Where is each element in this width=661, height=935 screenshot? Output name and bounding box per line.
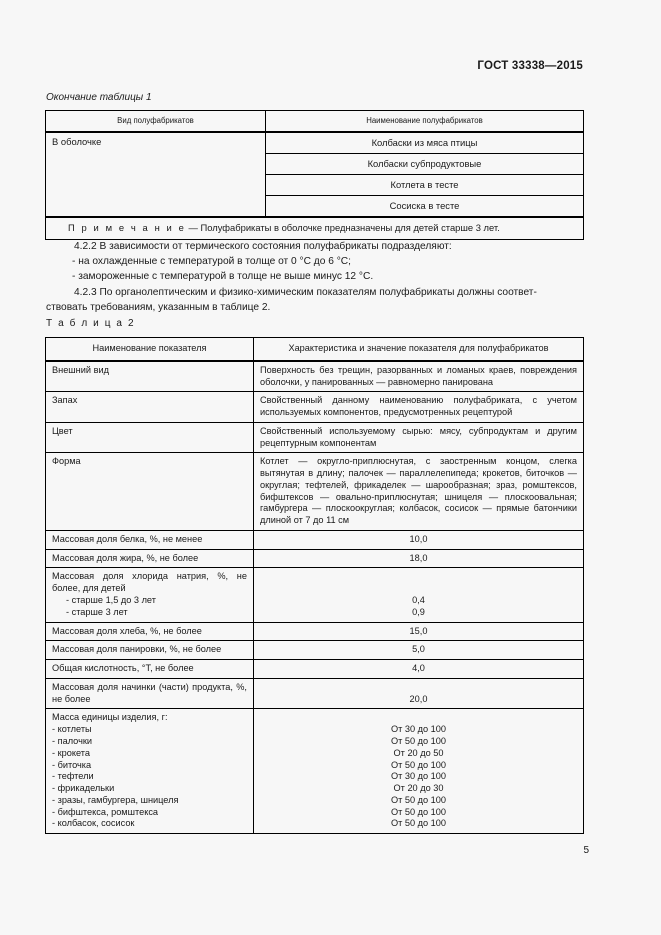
table2-value: 18,0 bbox=[254, 549, 584, 568]
table1-header-row bbox=[46, 111, 584, 132]
list-item: - фрикадельки bbox=[52, 783, 115, 794]
list-item: - колбасок, сосисок bbox=[52, 818, 135, 829]
table2-value: Котлет — округло-приплюснутая, с заостренным концом, слегка вытянутая в длину; палочек — параллелепипеда; крокетов, биточков — округлая; тефтелей, фрикаделек — шарообразная; зраз, ромштексов, бифштексов — овально-приплюснутая; шницеля — плоскоовальная; гамбургера — плоскоокруглая; колбасок, сосисок — прямые батончики длиной от 7 до 11 см bbox=[254, 453, 584, 531]
table-row-sodium bbox=[46, 568, 584, 622]
table2-value: Свойственный данному наименованию полуфабриката, с учетом используемых компонентов, предусмотренных рецептурой bbox=[254, 392, 584, 423]
clause-4-2-3-line-2: ствовать требованиям, указанным в таблице 2. bbox=[46, 301, 271, 313]
standard-designation-header: ГОСТ 33338—2015 bbox=[477, 60, 583, 72]
table2-value-sodium bbox=[254, 568, 584, 622]
table2-mass-values bbox=[260, 724, 577, 830]
list-item: От 50 до 100 bbox=[390, 806, 447, 817]
table2-indicator: Массовая доля хлеба, %, не более bbox=[46, 622, 254, 641]
table2-indicator-sodium bbox=[46, 568, 254, 622]
table-row bbox=[46, 660, 584, 679]
table-row bbox=[46, 361, 584, 392]
table-row bbox=[46, 641, 584, 660]
table2-indicator: Запах bbox=[46, 392, 254, 423]
spacer bbox=[260, 682, 577, 694]
list-item: - палочки bbox=[52, 736, 93, 746]
list-item: 0,4 bbox=[412, 595, 425, 606]
table1-note bbox=[46, 217, 584, 240]
table-row bbox=[46, 549, 584, 568]
table-row-mass bbox=[46, 709, 584, 834]
table1-header-name: Наименование полуфабрикатов bbox=[266, 111, 584, 132]
table2-value bbox=[254, 678, 584, 709]
list-item: - бифштекса, ромштекса bbox=[52, 806, 159, 817]
table2-sodium-values bbox=[260, 595, 577, 619]
table2-header-row bbox=[46, 338, 584, 361]
table1-note-label: П р и м е ч а н и е bbox=[68, 221, 186, 233]
list-item: От 30 до 100 bbox=[390, 724, 447, 735]
table2-indicator: Массовая доля панировки, %, не более bbox=[46, 641, 254, 660]
page-number: 5 bbox=[583, 845, 589, 856]
table-row bbox=[46, 392, 584, 423]
table1-header-kind: Вид полуфабрикатов bbox=[46, 111, 266, 132]
list-item: От 30 до 100 bbox=[390, 771, 447, 782]
table-row bbox=[46, 678, 584, 709]
table2-value: Свойственный используемому сырью: мясу, субпродуктам и другим рецептурным компонентам bbox=[254, 422, 584, 453]
table2-indicator: Цвет bbox=[46, 422, 254, 453]
table-1 bbox=[45, 110, 584, 240]
table1-caption: Окончание таблицы 1 bbox=[46, 92, 152, 103]
list-item: - зразы, гамбургера, шницеля bbox=[52, 794, 179, 805]
table2-indicator-sodium-head: Массовая доля хлорида натрия, %, не более, для детей bbox=[52, 571, 247, 594]
table-row bbox=[46, 530, 584, 549]
spacer bbox=[260, 571, 577, 583]
clause-4-2-2-item-2: - замороженные с температурой в толще не выше минус 12 °С. bbox=[72, 270, 374, 282]
table1-name-value: Сосиска в тесте bbox=[266, 195, 584, 217]
table2-indicator: Массовая доля начинки (части) продукта, %, не более bbox=[46, 678, 254, 709]
table1-name-value: Колбаски из мяса птицы bbox=[266, 132, 584, 154]
spacer bbox=[260, 583, 577, 595]
table1-kind-value: В оболочке bbox=[46, 132, 266, 217]
clause-4-2-2-item-1: - на охлажденные с температурой в толще от 0 °С до 6 °С; bbox=[72, 255, 351, 267]
table2-indicator: Внешний вид bbox=[46, 361, 254, 392]
table2-value-text: 20,0 bbox=[409, 693, 428, 704]
list-item: - старше 3 лет bbox=[66, 606, 128, 617]
table-row bbox=[46, 132, 584, 154]
list-item: - котлеты bbox=[52, 724, 92, 735]
list-item: - крокета bbox=[52, 747, 90, 758]
table2-indicator: Массовая доля жира, %, не более bbox=[46, 549, 254, 568]
list-item: От 50 до 100 bbox=[390, 818, 447, 829]
table-2 bbox=[45, 337, 584, 834]
table1-note-text: — Полуфабрикаты в оболочке предназначены для детей старше 3 лет. bbox=[188, 221, 500, 233]
table2-indicator-mass bbox=[46, 709, 254, 834]
list-item: От 20 до 30 bbox=[393, 783, 444, 794]
table2-header-value: Характеристика и значение показателя для полуфабрикатов bbox=[254, 338, 584, 361]
clause-4-2-2: 4.2.2 В зависимости от термического состояния полуфабрикаты подразделяют: bbox=[74, 241, 452, 252]
table1-note-row bbox=[46, 217, 584, 240]
list-item: - тефтели bbox=[52, 771, 94, 782]
table2-indicator: Массовая доля белка, %, не менее bbox=[46, 530, 254, 549]
spacer bbox=[260, 712, 577, 724]
list-item: - биточка bbox=[52, 759, 92, 770]
clause-4-2-2-block bbox=[46, 240, 583, 284]
list-item: От 50 до 100 bbox=[390, 794, 447, 805]
clause-4-2-3-line-1: 4.2.3 По органолептическим и физико-химическим показателям полуфабрикаты должны соответ- bbox=[74, 287, 537, 298]
table2-header-indicator: Наименование показателя bbox=[46, 338, 254, 361]
table2-value-mass bbox=[254, 709, 584, 834]
list-item: - старше 1,5 до 3 лет bbox=[66, 595, 156, 606]
table1-name-value: Котлета в тесте bbox=[266, 174, 584, 195]
table2-indicator: Форма bbox=[46, 453, 254, 531]
table2-caption: Т а б л и ц а 2 bbox=[46, 318, 136, 329]
clause-4-2-3-block bbox=[46, 286, 583, 316]
table-row bbox=[46, 622, 584, 641]
table2-value: 15,0 bbox=[254, 622, 584, 641]
table2-value: 10,0 bbox=[254, 530, 584, 549]
table-row bbox=[46, 422, 584, 453]
table2-mass-items bbox=[52, 724, 247, 830]
list-item: 0,9 bbox=[412, 606, 425, 617]
table2-value: 4,0 bbox=[254, 660, 584, 679]
list-item: От 20 до 50 bbox=[393, 747, 444, 758]
table2-value: 5,0 bbox=[254, 641, 584, 660]
table2-indicator-mass-head: Масса единицы изделия, г: bbox=[52, 712, 168, 723]
table2-indicator: Общая кислотность, °Т, не более bbox=[46, 660, 254, 679]
table1-name-value: Колбаски субпродуктовые bbox=[266, 153, 584, 174]
list-item: От 50 до 100 bbox=[390, 759, 447, 770]
table-row bbox=[46, 453, 584, 531]
list-item: От 50 до 100 bbox=[390, 736, 447, 747]
table2-sodium-subitems bbox=[52, 595, 247, 619]
table2-value: Поверхность без трещин, разорванных и ломаных краев, повреждения оболочки, у панированных — равномерно панирована bbox=[254, 361, 584, 392]
